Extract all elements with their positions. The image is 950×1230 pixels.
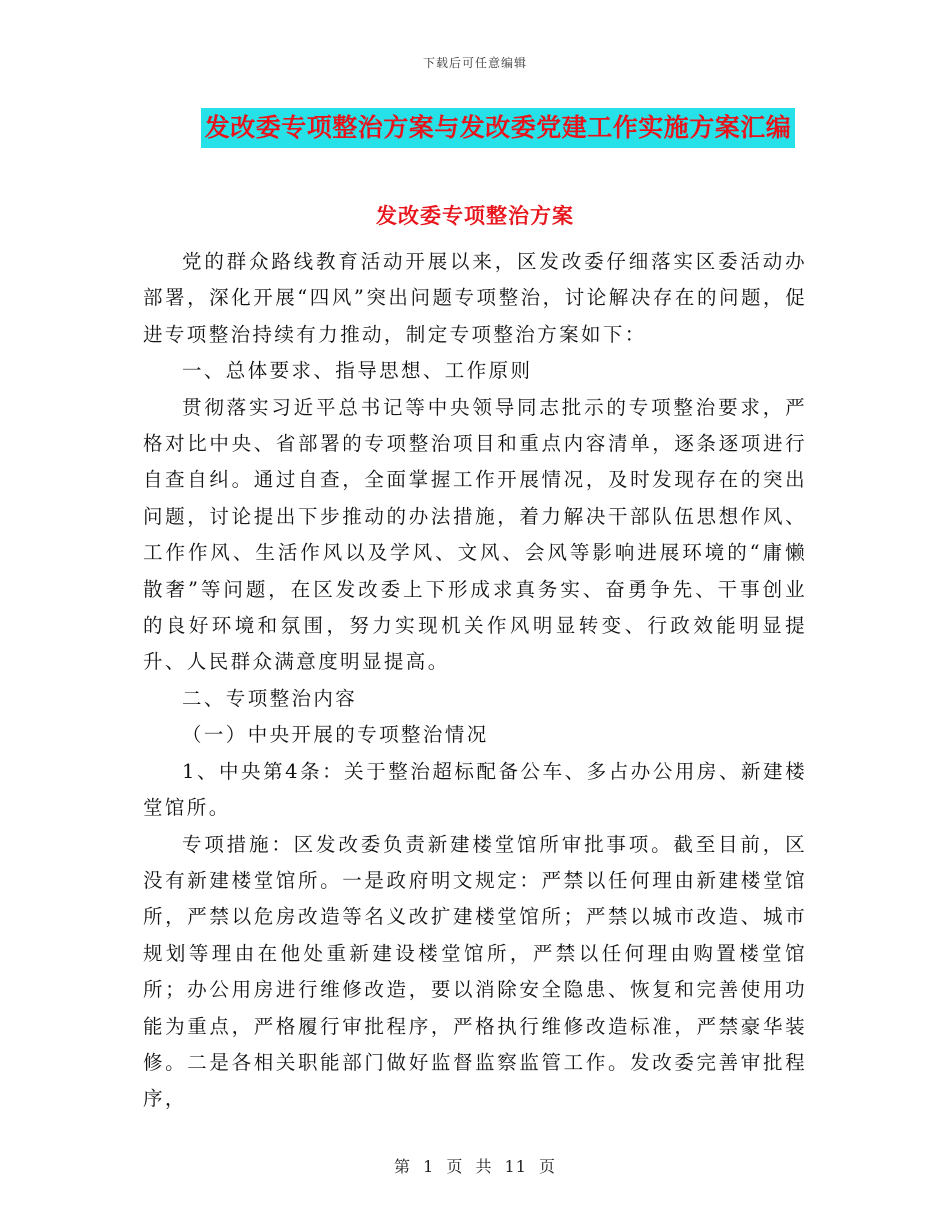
section-title: 发改委专项整治方案 — [376, 203, 574, 228]
heading-general-requirements: 一、总体要求、指导思想、工作原则 — [182, 359, 533, 383]
paragraph-guiding-principles: 贯彻落实习近平总书记等中央领导同志批示的专项整治要求，严格对比中央、省部署的专项整治项目和重点内容清单，逐条逐项进行自查自纠。通过自查，全面掌握工作开展情况，及时发现存在的突出问题，讨论提出下步推动的办法措施，着力解决干部队伍思想作风、工作作风、生活作风以及学风、文风、会风等影响进展环境的“庸懒散奢”等问题，在区发改委上下形成求真务实、奋勇争先、干事创业的良好环境和氛围，努力实现机关作风明显转变、行政效能明显提升、人民群众满意度明显提高。 — [143, 395, 807, 674]
paragraph-intro: 党的群众路线教育活动开展以来，区发改委仔细落实区委活动办部署，深化开展“四风”突出问题专项整治，讨论解决存在的问题，促进专项整治持续有力推动，制定专项整治方案如下： — [143, 250, 807, 346]
page-header-note: 下载后可任意编辑 — [422, 56, 527, 70]
document-body — [143, 244, 807, 1118]
paragraph-special-measures: 专项措施：区发改委负责新建楼堂馆所审批事项。截至目前，区没有新建楼堂馆所。一是政府明文规定：严禁以任何理由新建楼堂馆所，严禁以危房改造等名义改扩建楼堂馆所；严禁以城市改造、城市规划等理由在他处重新建设楼堂馆所，严禁以任何理由购置楼堂馆所；办公用房进行维修改造，要以消除安全隐患、恢复和完善使用功能为重点，严格履行审批程序，严格执行维修改造标准，严禁豪华装修。二是各相关职能部门做好监督监察监管工作。发改委完善审批程序， — [143, 832, 807, 1111]
main-title-container — [0, 108, 950, 148]
document-main-title: 发改委专项整治方案与发改委党建工作实施方案汇编 — [201, 108, 796, 148]
subheading-central-rectification: （一）中央开展的专项整治情况 — [182, 723, 489, 747]
paragraph-central-item-4: 1、中央第4条：关于整治超标配备公车、多占办公用房、新建楼堂馆所。 — [143, 759, 807, 820]
page-number-footer: 第 1 页 共 11 页 — [394, 1157, 556, 1176]
heading-rectification-content: 二、专项整治内容 — [182, 686, 358, 710]
